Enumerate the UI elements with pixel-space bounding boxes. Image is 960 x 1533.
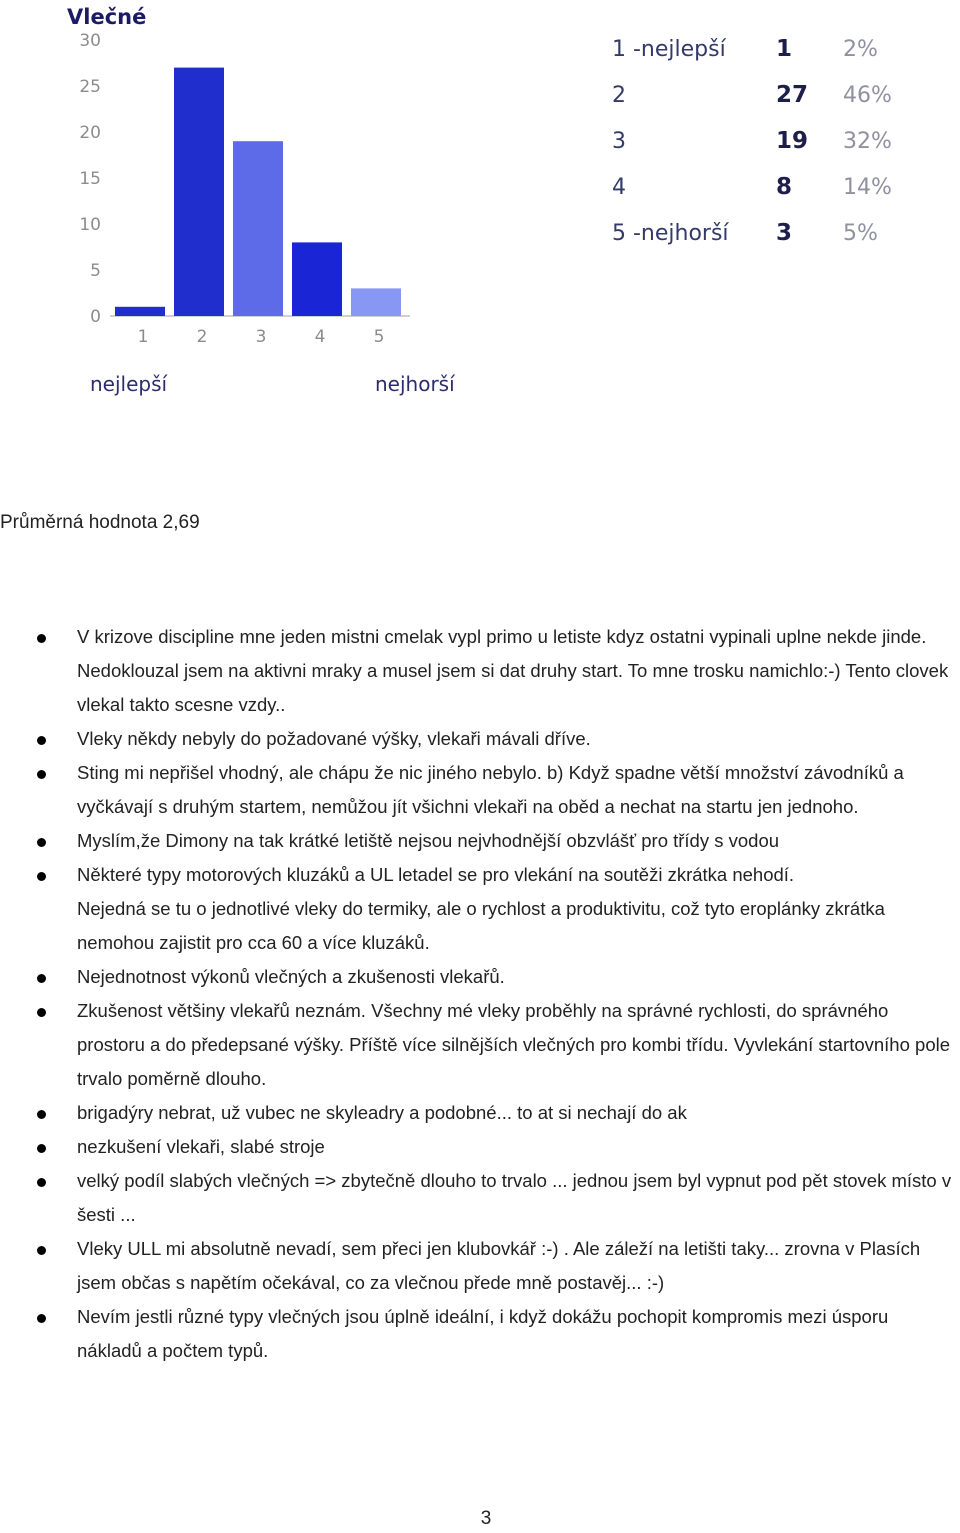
- bullet-icon: [37, 1314, 46, 1323]
- x-tick-label: 3: [255, 327, 267, 347]
- bullet-icon: [37, 770, 46, 779]
- comment-list: [0, 620, 960, 1368]
- comment-text: Vleky někdy nebyly do požadované výšky, vlekaři mávali dříve.: [77, 728, 591, 749]
- y-tick-label: 5: [90, 261, 101, 281]
- comment-item: [0, 756, 960, 824]
- legend-count: 27: [776, 82, 809, 108]
- comment-item: [0, 858, 960, 892]
- bullet-icon: [37, 872, 46, 881]
- comment-text: Zkušenost většiny vlekařů neznám. Všechny mé vleky proběhly na správné rychlosti, do správného prostoru a do předepsané výšky. Příště více silnějších vlečných pro kombi třídu. Vyvlekání startovního pole trvalo poměrně dlouho.: [77, 1000, 951, 1089]
- legend-label: 4: [612, 175, 626, 200]
- comment-item: [0, 1300, 960, 1368]
- comment-item: [0, 994, 960, 1096]
- y-tick-label: 20: [79, 123, 101, 143]
- chart: [0, 0, 960, 420]
- average-value: Průměrná hodnota 2,69: [0, 512, 200, 533]
- bar-1: [115, 307, 165, 316]
- legend-count: 1: [776, 36, 793, 62]
- bullet-icon: [37, 634, 46, 643]
- x-axis: [138, 327, 385, 347]
- x-label-best: nejlepší: [90, 372, 168, 396]
- legend-label: 5 -nejhorší: [612, 221, 729, 246]
- legend-count: 8: [776, 174, 793, 200]
- comment-item: [0, 960, 960, 994]
- comment-item: [0, 722, 960, 756]
- bullet-icon: [37, 736, 46, 745]
- y-tick-label: 15: [79, 169, 101, 189]
- bar-4: [292, 242, 342, 316]
- bullet-icon: [37, 1110, 46, 1119]
- comment-text: nezkušení vlekaři, slabé stroje: [77, 1136, 325, 1157]
- comment-item: [0, 1232, 960, 1300]
- y-axis: [79, 31, 101, 327]
- x-tick-label: 5: [373, 327, 385, 347]
- comment-item: [0, 1096, 960, 1130]
- bar-2: [174, 68, 224, 316]
- page-number: 3: [480, 1508, 492, 1529]
- legend-percent: 5%: [843, 221, 878, 246]
- comment-text: Nejednotnost výkonů vlečných a zkušenosti vlekařů.: [77, 966, 505, 987]
- bullet-icon: [37, 1178, 46, 1187]
- comment-text: velký podíl slabých vlečných => zbytečně dlouho to trvalo ... jednou jsem byl vypnut pod pět stovek místo v šesti ...: [77, 1170, 952, 1225]
- comment-item: [0, 892, 960, 960]
- bars: [115, 68, 401, 316]
- comment-text: Sting mi nepřišel vhodný, ale chápu že nic jiného nebylo. b) Když spadne větší množství závodníků a vyčkávají s druhým startem, nemůžou jít všichni vlekaři na oběd a nechat na startu jen jednoho.: [77, 762, 904, 817]
- comment-item: [0, 620, 960, 722]
- legend-label: 1 -nejlepší: [612, 37, 726, 62]
- comment-item: [0, 824, 960, 858]
- comment-item: [0, 1130, 960, 1164]
- bar-3: [233, 141, 283, 316]
- comment-text: Některé typy motorových kluzáků a UL letadel se pro vlekání na soutěži zkrátka nehodí.: [77, 864, 795, 885]
- legend-count: 19: [776, 128, 809, 154]
- bullet-icon: [37, 1144, 46, 1153]
- bullet-icon: [37, 1008, 46, 1017]
- bullet-icon: [37, 838, 46, 847]
- bullet-icon: [37, 974, 46, 983]
- legend-label: 2: [612, 83, 626, 108]
- bar-5: [351, 288, 401, 316]
- comment-text: Myslím,že Dimony na tak krátké letiště nejsou nejvhodnější obzvlášť pro třídy s vodou: [77, 830, 780, 851]
- y-tick-label: 10: [79, 215, 101, 235]
- x-tick-label: 4: [314, 327, 326, 347]
- legend-count: 3: [776, 220, 793, 246]
- chart-title: Vlečné: [67, 5, 147, 29]
- comment-text: Vleky ULL mi absolutně nevadí, sem přeci jen klubovkář :-) . Ale záleží na letišti taky... zrovna v Plasích jsem občas s napětím očekával, co za vlečnou přede mně postavěj... :-): [77, 1238, 921, 1293]
- legend-percent: 32%: [843, 129, 892, 154]
- x-tick-label: 2: [196, 327, 208, 347]
- legend-percent: 2%: [843, 37, 878, 62]
- comment-text: brigadýry nebrat, už vubec ne skyleadry a podobné... to at si nechají do ak: [77, 1102, 687, 1123]
- y-tick-label: 0: [90, 307, 101, 327]
- x-label-worst: nejhorší: [375, 372, 455, 396]
- y-tick-label: 25: [79, 77, 101, 97]
- comment-text: V krizove discipline mne jeden mistni cmelak vypl primo u letiste kdyz ostatni vypinali uplne nekde jinde. Nedoklouzal jsem na aktivni mraky a musel jsem si dat druhy start. To mne trosku namichlo:-) Tento clovek vlekal takto scesne vzdy..: [77, 626, 949, 715]
- y-tick-label: 30: [79, 31, 101, 51]
- bullet-icon: [37, 1246, 46, 1255]
- x-tick-label: 1: [137, 327, 149, 347]
- comment-text: Nejedná se tu o jednotlivé vleky do termiky, ale o rychlost a produktivitu, což tyto eroplánky zkrátka nemohou zajistit pro cca 60 a více kluzáků.: [77, 898, 885, 953]
- legend: [612, 36, 892, 246]
- comment-text: Nevím jestli různé typy vlečných jsou úplně ideální, i když dokážu pochopit kompromis mezi úsporu nákladů a počtem typů.: [77, 1306, 889, 1361]
- comment-item: [0, 1164, 960, 1232]
- legend-percent: 14%: [843, 175, 892, 200]
- legend-percent: 46%: [843, 83, 892, 108]
- legend-label: 3: [612, 129, 626, 154]
